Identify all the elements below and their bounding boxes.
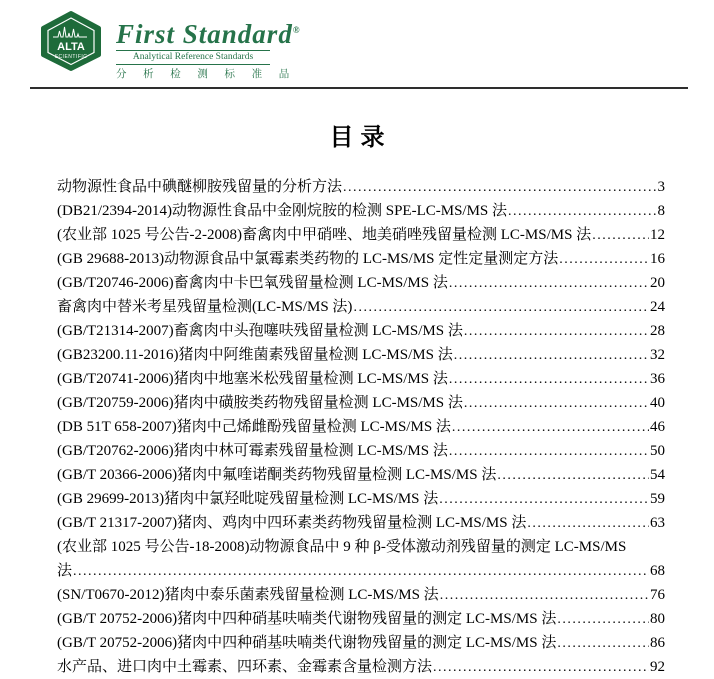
toc-dot-leader (433, 655, 649, 679)
toc-entry-text: 畜禽肉中替米考星残留量检测(LC-MS/MS 法) (57, 299, 353, 315)
toc-entry-page: 63 (650, 515, 665, 531)
toc-dot-leader (449, 367, 649, 391)
toc-entry[interactable] (57, 487, 665, 511)
brand-name-text: First Standard (116, 19, 293, 49)
toc-entry-page: 28 (650, 323, 665, 339)
toc-entry[interactable] (57, 319, 665, 343)
toc-entry[interactable] (57, 559, 665, 583)
toc-entry-text: (GB/T20759-2006)猪肉中磺胺类药物残留量检测 LC-MS/MS 法 (57, 395, 463, 411)
toc-entry[interactable] (57, 391, 665, 415)
toc-entry-text: (GB/T20741-2006)猪肉中地塞米松残留量检测 LC-MS/MS 法 (57, 371, 448, 387)
brand-tagline-en: Analytical Reference Standards (116, 50, 270, 65)
toc-entry-page: 50 (650, 443, 665, 459)
toc-entry-text: (GB/T 21317-2007)猪肉、鸡肉中四环素类药物残留量检测 LC-MS/MS 法 (57, 515, 527, 531)
toc-entry-page: 16 (650, 251, 665, 267)
toc-dot-leader (343, 175, 656, 199)
toc-dot-leader (464, 391, 649, 415)
alta-hexagon-logo-icon (38, 10, 104, 72)
logo-alta-text: ALTA (57, 41, 85, 53)
toc-entry[interactable] (57, 439, 665, 463)
toc-dot-leader (508, 199, 656, 223)
toc-entry[interactable] (57, 271, 665, 295)
toc-entry-text: (GB/T20746-2006)畜禽肉中卡巴氧残留量检测 LC-MS/MS 法 (57, 275, 448, 291)
toc-entry-page: 54 (650, 467, 665, 483)
toc-entry[interactable] (57, 295, 665, 319)
toc-entry-text: (GB 29699-2013)猪肉中氯羟吡啶残留量检测 LC-MS/MS 法 (57, 491, 439, 507)
toc-entry-page: 80 (650, 611, 665, 627)
toc-dot-leader (449, 439, 649, 463)
toc-entry-text: (SN/T0670-2012)猪肉中泰乐菌素残留量检测 LC-MS/MS 法 (57, 587, 439, 603)
page-header (0, 0, 714, 81)
toc-entry-text: (GB23200.11-2016)猪肉中阿维菌素残留量检测 LC-MS/MS 法 (57, 347, 453, 363)
toc-entry-text: (GB/T20762-2006)猪肉中林可霉素残留量检测 LC-MS/MS 法 (57, 443, 448, 459)
toc-entry[interactable] (57, 367, 665, 391)
toc-entry-text: (GB 29688-2013)动物源食品中氯霉素类药物的 LC-MS/MS 定性定量测定方法 (57, 251, 559, 267)
toc-entry-page: 12 (650, 227, 665, 243)
toc-dot-leader (439, 487, 649, 511)
toc-entry-text: (农业部 1025 号公告-2-2008)畜禽肉中甲硝唑、地美硝唑残留量检测 LC-MS/MS 法 (57, 227, 592, 243)
toc-entry[interactable] (57, 631, 665, 655)
toc-entry-text: (GB/T21314-2007)畜禽肉中头孢噻呋残留量检测 LC-MS/MS 法 (57, 323, 463, 339)
toc-entry-page: 86 (650, 635, 665, 651)
toc-entry-page: 46 (650, 419, 665, 435)
toc-list (57, 175, 665, 679)
toc-entry-page: 76 (650, 587, 665, 603)
toc-entry-page: 8 (657, 203, 665, 219)
toc-dot-leader (497, 463, 649, 487)
toc-entry-page: 20 (650, 275, 665, 291)
toc-entry[interactable] (57, 247, 665, 271)
toc-entry-page: 24 (650, 299, 665, 315)
toc-dot-leader (464, 319, 649, 343)
toc-entry[interactable] (57, 223, 665, 247)
toc-entry-page: 36 (650, 371, 665, 387)
toc-entry[interactable] (57, 175, 665, 199)
toc-entry[interactable] (57, 535, 665, 559)
toc-entry-text: (GB/T 20752-2006)猪肉中四种硝基呋喃类代谢物残留量的测定 LC-MS/MS 法 (57, 611, 557, 627)
toc-dot-leader (557, 631, 649, 655)
toc-dot-leader (559, 247, 649, 271)
toc-entry-page: 92 (650, 659, 665, 675)
brand-tagline-cn: 分 析 检 测 标 准 品 (116, 69, 297, 80)
toc-dot-leader (452, 415, 649, 439)
toc-dot-leader (592, 223, 649, 247)
toc-entry[interactable] (57, 343, 665, 367)
toc-dot-leader (440, 583, 649, 607)
toc-entry-text: (DB 51T 658-2007)猪肉中己烯雌酚残留量检测 LC-MS/MS 法 (57, 419, 451, 435)
toc-entry[interactable] (57, 655, 665, 679)
toc-entry-text: (GB/T 20366-2006)猪肉中氟喹诺酮类药物残留量检测 LC-MS/MS 法 (57, 467, 497, 483)
brand-name (116, 16, 300, 48)
toc-dot-leader (527, 511, 649, 535)
toc-entry[interactable] (57, 199, 665, 223)
page-title: 目录 (329, 125, 392, 151)
toc-entry-text: (GB/T 20752-2006)猪肉中四种硝基呋喃类代谢物残留量的测定 LC-MS/MS 法 (57, 635, 557, 651)
toc-dot-leader (557, 607, 649, 631)
logo-scientific-text: SCIENTIFIC (54, 54, 88, 60)
toc-entry[interactable] (57, 583, 665, 607)
toc-entry[interactable] (57, 463, 665, 487)
toc-dot-leader (353, 295, 649, 319)
toc-entry-page: 59 (650, 491, 665, 507)
toc-dot-leader (73, 559, 649, 583)
toc-entry-page: 40 (650, 395, 665, 411)
toc-entry-text: (农业部 1025 号公告-18-2008)动物源食品中 9 种 β-受体激动剂残留量的测定 LC-MS/MS (57, 539, 627, 555)
toc-entry-text: 动物源性食品中碘醚柳胺残留量的分析方法 (57, 179, 343, 195)
toc-entry-text: 水产品、进口肉中土霉素、四环素、金霉素含量检测方法 (57, 659, 433, 675)
header-divider (30, 87, 688, 89)
brand-block (116, 10, 300, 81)
toc-entry[interactable] (57, 511, 665, 535)
toc-dot-leader (449, 271, 649, 295)
toc-dot-leader (454, 343, 649, 367)
toc-entry-page: 68 (650, 563, 665, 579)
toc-entry-page: 3 (657, 179, 665, 195)
toc-entry[interactable] (57, 415, 665, 439)
toc-entry-page: 32 (650, 347, 665, 363)
toc-entry-text: (DB21/2394-2014)动物源性食品中金刚烷胺的检测 SPE-LC-MS/MS 法 (57, 203, 508, 219)
toc-entry[interactable] (57, 607, 665, 631)
registered-trademark-icon: ® (292, 25, 300, 35)
toc-entry-text: 法 (57, 563, 73, 579)
